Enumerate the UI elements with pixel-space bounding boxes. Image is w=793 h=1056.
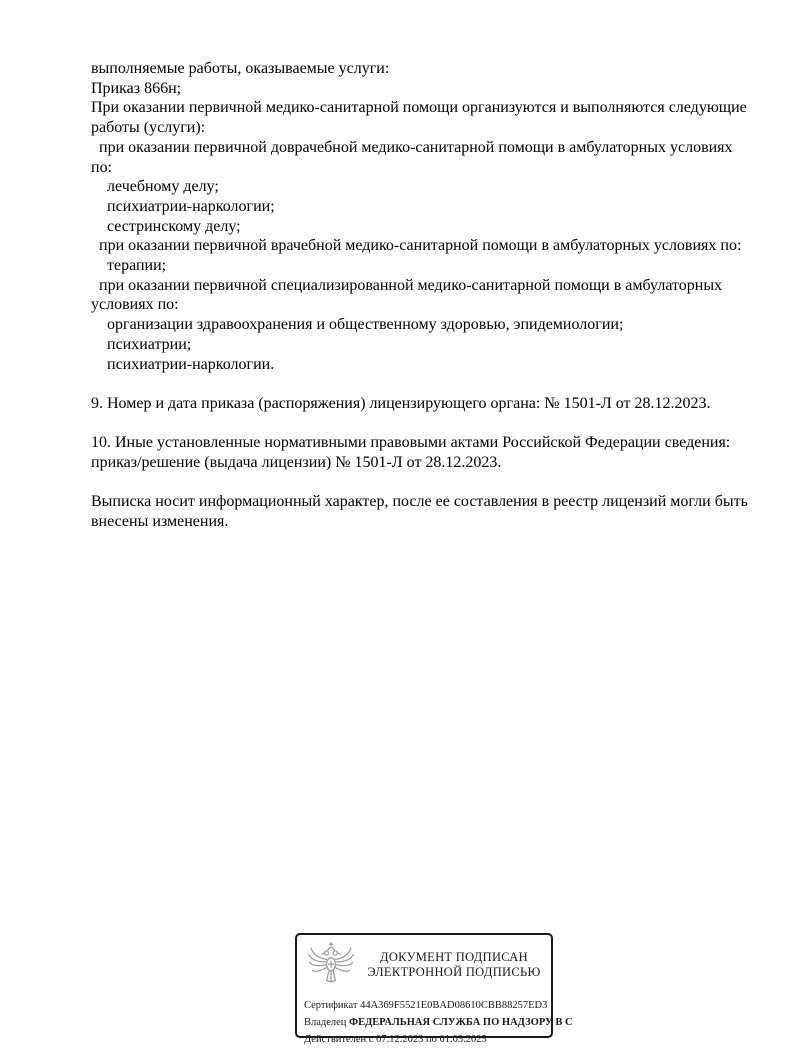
document-body [91, 59, 751, 532]
stamp-details [297, 991, 573, 1048]
certificate-value: 44A369F5521E0BAD08610CBB88257ED3 [360, 1000, 548, 1011]
owner-value: ФЕДЕРАЛЬНАЯ СЛУЖБА ПО НАДЗОРУ В С [349, 1017, 573, 1028]
document-line: психиатрии-наркологии; [91, 197, 275, 215]
stamp-title-line2: ЭЛЕКТРОННОЙ ПОДПИСЬЮ [367, 965, 541, 979]
document-line: при оказании первичной доврачебной медико-санитарной помощи в амбулаторных условиях [91, 138, 733, 156]
document-line: Приказ 866н; [91, 79, 182, 97]
document-line: работы (услуги): [91, 119, 206, 137]
document-line: организации здравоохранения и общественному здоровью, эпидемиологии; [91, 316, 624, 334]
document-line [91, 473, 751, 493]
stamp-title [363, 950, 545, 980]
document-line: условиях по: [91, 296, 179, 314]
owner-row [304, 1014, 573, 1031]
document-line: психиатрии-наркологии. [91, 355, 275, 373]
document-line: сестринскому делу; [91, 217, 241, 235]
document-line [91, 374, 751, 394]
stamp-title-line1: ДОКУМЕНТ ПОДПИСАН [380, 950, 528, 964]
document-line: при оказании первичной специализированной медико-санитарной помощи в амбулаторных [91, 276, 723, 294]
document-line: При оказании первичной медико-санитарной помощи организуются и выполняются следующие [91, 99, 747, 117]
document-line: Выписка носит информационный характер, после ее составления в реестр лицензий могли быть [91, 493, 748, 511]
document-line: 10. Иные установленные нормативными правовыми актами Российской Федерации сведения: [91, 434, 731, 452]
document-line: лечебному делу; [91, 178, 219, 196]
certificate-row [304, 997, 551, 1014]
signature-stamp [295, 933, 573, 1045]
document-line: 9. Номер и дата приказа (распоряжения) лицензирующего органа: № 1501-Л от 28.12.2023. [91, 394, 711, 412]
document-line: психиатрии; [91, 335, 192, 353]
stamp-header [297, 935, 551, 991]
document-line: внесены изменения. [91, 513, 229, 531]
validity-text: Действителен с 07.12.2023 по 01.03.2025 [304, 1034, 487, 1045]
document-line: терапии; [91, 257, 167, 275]
document-line: выполняемые работы, оказываемые услуги: [91, 60, 390, 77]
validity-row [304, 1031, 551, 1048]
document-line [91, 414, 751, 434]
document-line: при оказании первичной врачебной медико-санитарной помощи в амбулаторных условиях по: [91, 237, 742, 255]
certificate-label: Сертификат [304, 1000, 358, 1011]
owner-label: Владелец [304, 1017, 347, 1028]
document-line: приказ/решение (выдача лицензии) № 1501-Л от 28.12.2023. [91, 454, 502, 472]
double-headed-eagle-icon [305, 941, 357, 989]
document-line: по: [91, 158, 113, 176]
